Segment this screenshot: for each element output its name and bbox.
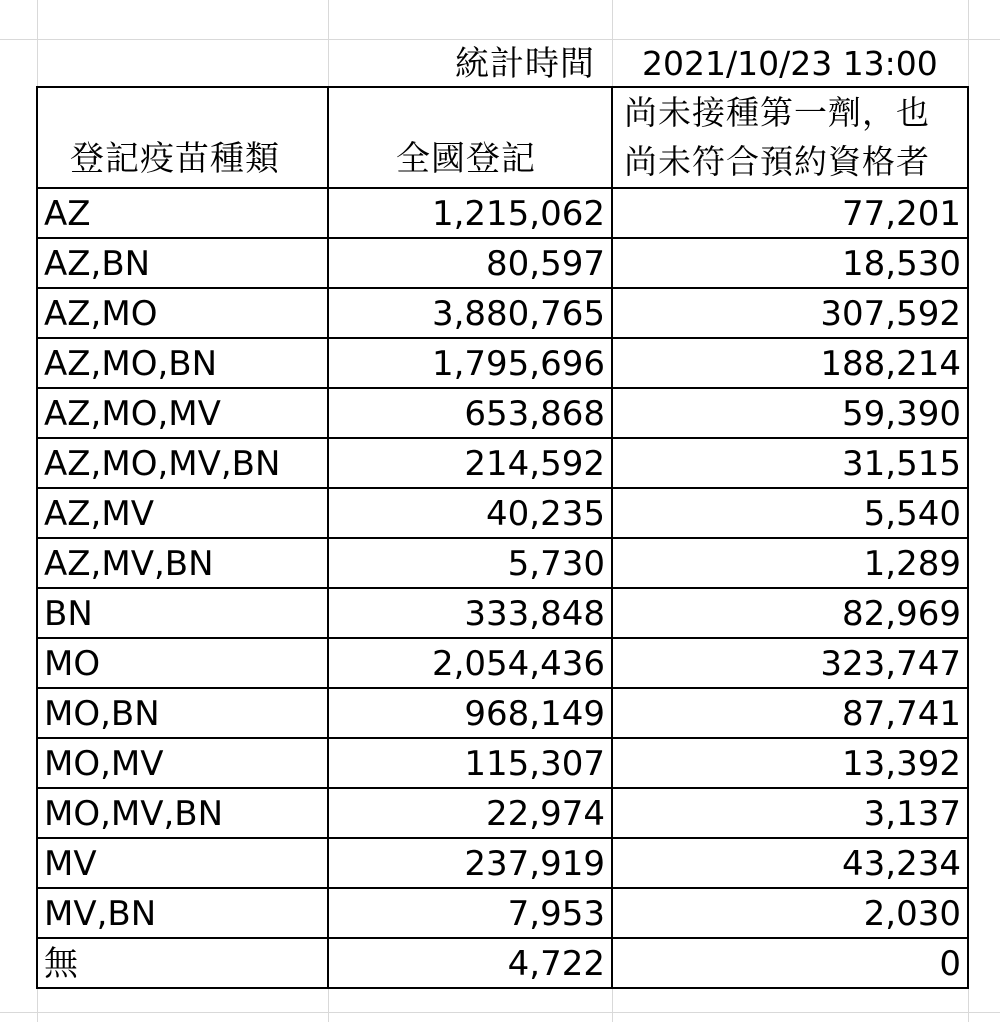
header-national-registered: 全國登記: [396, 139, 536, 179]
table-border-horizontal: [36, 237, 969, 239]
cell-not-eligible: 323,747: [820, 644, 961, 684]
table-border-horizontal: [36, 937, 969, 939]
cell-national-registered: 214,592: [464, 444, 605, 484]
header-not-vaccinated-line1: 尚未接種第一劑，也: [624, 93, 930, 132]
cell-not-eligible: 188,214: [820, 344, 961, 384]
header-not-vaccinated-line2: 尚未符合預約資格者: [624, 142, 930, 181]
cell-national-registered: 7,953: [507, 894, 605, 934]
cell-vaccine-type: MO,BN: [44, 694, 160, 734]
table-border-horizontal: [36, 787, 969, 789]
cell-not-eligible: 82,969: [842, 594, 961, 634]
cell-national-registered: 237,919: [464, 844, 605, 884]
cell-vaccine-type: AZ,MO: [44, 294, 158, 334]
cell-national-registered: 3,880,765: [431, 294, 605, 334]
table-border-horizontal: [36, 337, 969, 339]
cell-national-registered: 2,054,436: [431, 644, 605, 684]
cell-national-registered: 653,868: [464, 394, 605, 434]
table-border-horizontal: [36, 437, 969, 439]
gridline: [0, 39, 1000, 40]
cell-vaccine-type: MO,MV: [44, 744, 164, 784]
table-border-horizontal: [36, 737, 969, 739]
table-border-horizontal: [36, 887, 969, 889]
cell-vaccine-type: AZ,MV: [44, 494, 154, 534]
table-border-horizontal: [36, 637, 969, 639]
cell-national-registered: 80,597: [486, 244, 605, 284]
cell-vaccine-type: AZ,MV,BN: [44, 544, 214, 584]
cell-not-eligible: 13,392: [842, 744, 961, 784]
table-border-horizontal: [36, 587, 969, 589]
stats-time-value: 2021/10/23 13:00: [642, 44, 938, 83]
cell-national-registered: 5,730: [507, 544, 605, 584]
cell-national-registered: 4,722: [507, 944, 605, 984]
cell-not-eligible: 59,390: [842, 394, 961, 434]
cell-not-eligible: 43,234: [842, 844, 961, 884]
table-border-horizontal: [36, 187, 969, 189]
cell-vaccine-type: MO: [44, 644, 101, 684]
header-vaccine-type: 登記疫苗種類: [70, 139, 280, 179]
cell-not-eligible: 77,201: [842, 194, 961, 234]
cell-vaccine-type: MV,BN: [44, 894, 157, 934]
table-border-horizontal: [36, 287, 969, 289]
cell-national-registered: 115,307: [464, 744, 605, 784]
cell-not-eligible: 18,530: [842, 244, 961, 284]
cell-vaccine-type: AZ,MO,MV: [44, 394, 221, 434]
cell-vaccine-type: BN: [44, 594, 93, 634]
cell-national-registered: 40,235: [486, 494, 605, 534]
cell-vaccine-type: MO,MV,BN: [44, 794, 224, 834]
cell-vaccine-type: AZ,MO,MV,BN: [44, 444, 281, 484]
table-border-horizontal: [36, 487, 969, 489]
table-border-horizontal: [36, 387, 969, 389]
cell-not-eligible: 87,741: [842, 694, 961, 734]
cell-not-eligible: 1,289: [863, 544, 961, 584]
table-border-horizontal: [36, 837, 969, 839]
table-border-horizontal: [36, 86, 969, 88]
table-border-horizontal: [36, 537, 969, 539]
stats-time-label: 統計時間: [455, 44, 595, 84]
cell-national-registered: 1,795,696: [431, 344, 605, 384]
table-border-horizontal: [36, 687, 969, 689]
cell-not-eligible: 3,137: [863, 794, 961, 834]
gridline: [0, 1012, 1000, 1013]
cell-national-registered: 333,848: [464, 594, 605, 634]
cell-vaccine-type: AZ: [44, 194, 91, 234]
cell-not-eligible: 31,515: [842, 444, 961, 484]
cell-vaccine-type: MV: [44, 844, 97, 884]
cell-national-registered: 1,215,062: [431, 194, 605, 234]
cell-vaccine-type: AZ,BN: [44, 244, 151, 284]
cell-not-eligible: 5,540: [863, 494, 961, 534]
cell-vaccine-type: AZ,MO,BN: [44, 344, 218, 384]
table-border-horizontal: [36, 987, 969, 989]
cell-not-eligible: 307,592: [820, 294, 961, 334]
cell-vaccine-type: 無: [44, 944, 78, 984]
cell-national-registered: 22,974: [486, 794, 605, 834]
cell-national-registered: 968,149: [464, 694, 605, 734]
cell-not-eligible: 2,030: [863, 894, 961, 934]
cell-not-eligible: 0: [939, 944, 961, 984]
